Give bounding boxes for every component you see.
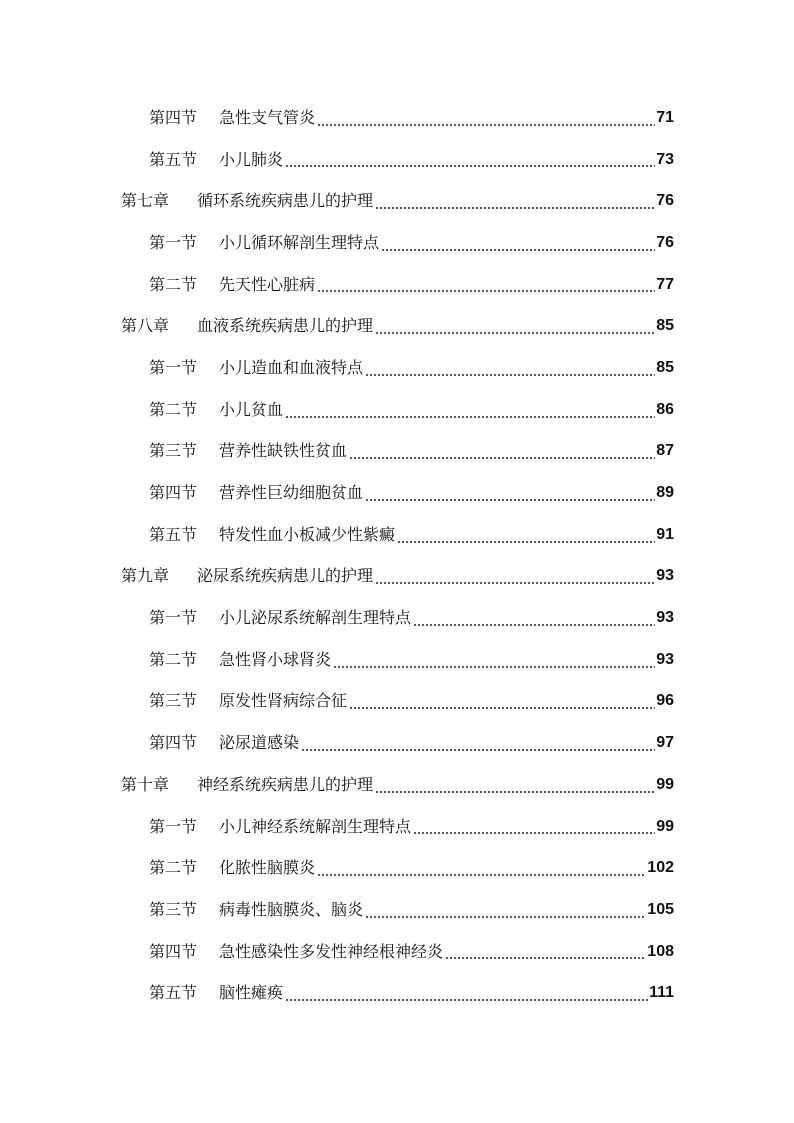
- toc-chapter-entry[interactable]: [0, 556, 794, 598]
- toc-entry-page: 93: [656, 650, 674, 668]
- toc-entry-label: [149, 525, 395, 545]
- toc-entry-page: 87: [656, 442, 674, 460]
- toc-entry-number: 第一节: [149, 816, 198, 836]
- toc-entry-page: 89: [656, 484, 674, 502]
- toc-entry-title: 原发性肾病综合征: [219, 691, 348, 711]
- toc-entry[interactable]: [0, 431, 794, 473]
- toc-entry-title: 急性支气管炎: [219, 107, 316, 127]
- toc-entry-page: 108: [647, 942, 674, 960]
- toc-entry-page: 111: [649, 984, 674, 1002]
- dot-leader: [413, 832, 655, 834]
- dot-leader: [317, 124, 655, 126]
- toc-entry-label: [149, 817, 411, 837]
- toc-entry-number: 第三节: [149, 441, 198, 461]
- toc-entry-number: 第四节: [149, 941, 198, 961]
- toc-entry-title: 循环系统疾病患儿的护理: [197, 191, 374, 211]
- toc-entry-page: 99: [656, 817, 674, 835]
- toc-entry-title: 化脓性脑膜炎: [219, 858, 316, 878]
- toc-entry-number: 第二节: [149, 399, 198, 419]
- toc-entry-label: [149, 650, 331, 670]
- toc-entry-number: 第一节: [149, 232, 198, 252]
- toc-entry[interactable]: [0, 681, 794, 723]
- dot-leader: [349, 457, 655, 459]
- toc-entry-page: 102: [647, 859, 674, 877]
- dot-leader: [381, 249, 655, 251]
- toc-entry-number: 第五节: [149, 983, 198, 1003]
- toc-entry-label: [149, 942, 443, 962]
- toc-entry-label: [149, 441, 347, 461]
- toc-entry-title: 小儿循环解剖生理特点: [219, 232, 380, 252]
- toc-chapter-entry[interactable]: [0, 764, 794, 806]
- table-of-contents: [0, 97, 794, 1014]
- toc-entry-page: 71: [656, 108, 674, 126]
- toc-entry-page: 86: [656, 400, 674, 418]
- dot-leader: [445, 957, 646, 959]
- toc-entry-label: [149, 400, 283, 420]
- toc-entry-title: 先天性心脏病: [219, 274, 316, 294]
- toc-entry[interactable]: [0, 639, 794, 681]
- toc-entry-label: [121, 316, 373, 336]
- toc-entry-number: 第五节: [149, 149, 198, 169]
- toc-entry[interactable]: [0, 347, 794, 389]
- toc-entry-title: 急性肾小球肾炎: [219, 649, 332, 669]
- toc-entry-title: 急性感染性多发性神经根神经炎: [219, 941, 444, 961]
- toc-entry-title: 小儿神经系统解剖生理特点: [219, 816, 412, 836]
- toc-entry[interactable]: [0, 222, 794, 264]
- dot-leader: [365, 916, 646, 918]
- toc-entry-number: 第八章: [121, 316, 170, 336]
- toc-chapter-entry[interactable]: [0, 305, 794, 347]
- toc-entry-number: 第二节: [149, 858, 198, 878]
- dot-leader: [285, 165, 655, 167]
- toc-entry[interactable]: [0, 931, 794, 973]
- toc-entry-label: [149, 108, 315, 128]
- toc-entry-number: 第一节: [149, 608, 198, 628]
- toc-chapter-entry[interactable]: [0, 180, 794, 222]
- toc-entry-label: [149, 275, 315, 295]
- toc-entry-page: 99: [656, 775, 674, 793]
- toc-entry-page: 76: [656, 233, 674, 251]
- toc-entry-title: 神经系统疾病患儿的护理: [197, 774, 374, 794]
- toc-entry[interactable]: [0, 889, 794, 931]
- toc-entry-label: [149, 900, 363, 920]
- dot-leader: [317, 290, 655, 292]
- toc-entry[interactable]: [0, 514, 794, 556]
- toc-entry-label: [149, 150, 283, 170]
- toc-entry-page: 85: [656, 317, 674, 335]
- toc-entry-page: 77: [656, 275, 674, 293]
- toc-entry-page: 93: [656, 567, 674, 585]
- toc-entry-label: [121, 775, 373, 795]
- dot-leader: [365, 499, 655, 501]
- toc-entry-number: 第三节: [149, 691, 198, 711]
- toc-entry-label: [149, 733, 299, 753]
- toc-entry[interactable]: [0, 264, 794, 306]
- toc-entry-title: 小儿贫血: [219, 399, 284, 419]
- toc-entry[interactable]: [0, 847, 794, 889]
- toc-entry[interactable]: [0, 806, 794, 848]
- toc-entry-number: 第四节: [149, 107, 198, 127]
- toc-entry-label: [121, 191, 373, 211]
- toc-entry-title: 小儿造血和血液特点: [219, 357, 364, 377]
- toc-entry-number: 第二节: [149, 649, 198, 669]
- toc-entry[interactable]: [0, 972, 794, 1014]
- toc-entry-label: [149, 858, 315, 878]
- toc-entry-number: 第五节: [149, 524, 198, 544]
- toc-entry-page: 97: [656, 734, 674, 752]
- toc-entry-title: 泌尿道感染: [219, 733, 300, 753]
- toc-entry-title: 营养性巨幼细胞贫血: [219, 483, 364, 503]
- dot-leader: [365, 374, 655, 376]
- toc-entry-number: 第四节: [149, 483, 198, 503]
- toc-entry[interactable]: [0, 389, 794, 431]
- toc-entry-number: 第七章: [121, 191, 170, 211]
- toc-entry-page: 91: [656, 525, 674, 543]
- toc-entry-label: [149, 691, 347, 711]
- toc-entry-page: 96: [656, 692, 674, 710]
- toc-entry[interactable]: [0, 472, 794, 514]
- toc-entry-title: 病毒性脑膜炎、脑炎: [219, 899, 364, 919]
- dot-leader: [301, 749, 655, 751]
- toc-entry-label: [149, 233, 379, 253]
- toc-entry-number: 第三节: [149, 899, 198, 919]
- toc-entry-title: 脑性瘫痪: [219, 983, 284, 1003]
- dot-leader: [375, 332, 655, 334]
- dot-leader: [413, 624, 655, 626]
- dot-leader: [317, 874, 646, 876]
- toc-entry-page: 76: [656, 192, 674, 210]
- toc-entry-number: 第一节: [149, 357, 198, 377]
- dot-leader: [375, 582, 655, 584]
- toc-entry-page: 85: [656, 358, 674, 376]
- toc-entry[interactable]: [0, 139, 794, 181]
- toc-entry[interactable]: [0, 597, 794, 639]
- toc-entry-title: 血液系统疾病患儿的护理: [197, 316, 374, 336]
- toc-entry-number: 第二节: [149, 274, 198, 294]
- toc-entry-label: [149, 608, 411, 628]
- dot-leader: [349, 707, 655, 709]
- toc-entry-label: [149, 358, 363, 378]
- dot-leader: [285, 416, 655, 418]
- dot-leader: [333, 666, 655, 668]
- toc-entry-page: 73: [656, 150, 674, 168]
- toc-entry-title: 泌尿系统疾病患儿的护理: [197, 566, 374, 586]
- toc-entry-title: 特发性血小板减少性紫癜: [219, 524, 396, 544]
- toc-entry-title: 小儿肺炎: [219, 149, 284, 169]
- toc-entry-title: 营养性缺铁性贫血: [219, 441, 348, 461]
- toc-entry-number: 第十章: [121, 774, 170, 794]
- toc-entry-page: 93: [656, 609, 674, 627]
- toc-entry-label: [149, 983, 283, 1003]
- dot-leader: [375, 791, 655, 793]
- toc-entry-title: 小儿泌尿系统解剖生理特点: [219, 608, 412, 628]
- toc-entry-label: [149, 483, 363, 503]
- dot-leader: [375, 207, 655, 209]
- toc-entry-number: 第四节: [149, 733, 198, 753]
- dot-leader: [397, 541, 655, 543]
- toc-entry[interactable]: [0, 722, 794, 764]
- toc-entry-number: 第九章: [121, 566, 170, 586]
- toc-entry-label: [121, 566, 373, 586]
- toc-entry-page: 105: [647, 900, 674, 918]
- dot-leader: [285, 999, 648, 1001]
- toc-entry[interactable]: [0, 97, 794, 139]
